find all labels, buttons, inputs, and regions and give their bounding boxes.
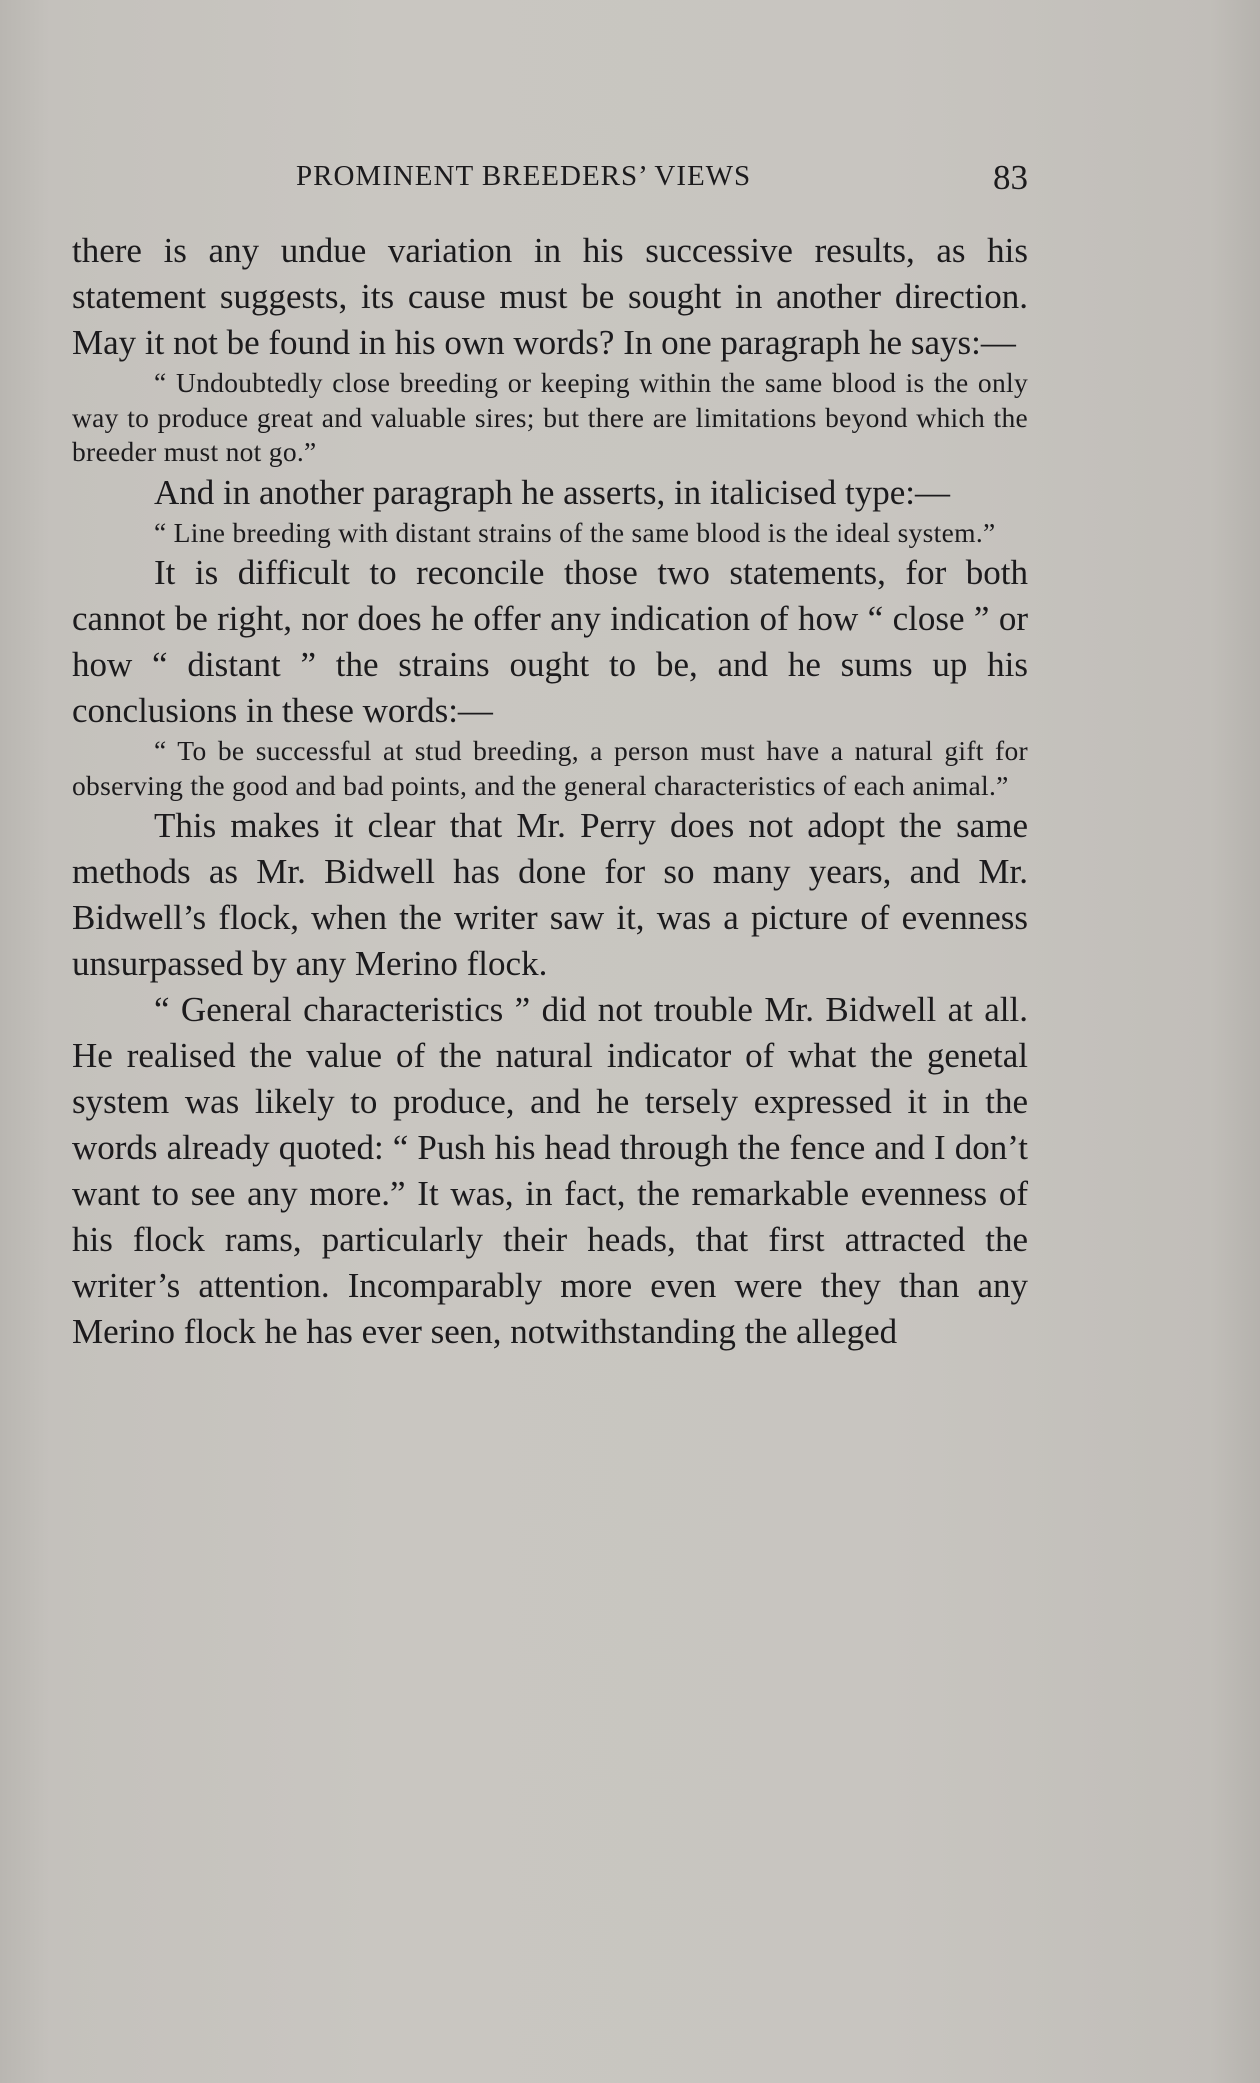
paragraph-general-characteristics: “ General characteristics ” did not trouble Mr. Bidwell at all. He realised the value of the natural indicator of what the genetal system was likely to produce, and he tersely expressed it in the words already quoted: “ Push his head through the fence and I don’t want to see any more.” It was, in fact, the remarkable evenness of his flock rams, particularly their heads, that first attracted the writer’s attention. Incomparably more even were they than any Merino flock he has ever seen, notwithstanding the alleged (72, 990, 1028, 1351)
block-quote-line-breeding: “ Line breeding with distant strains of the same blood is the ideal system.” (154, 516, 996, 548)
body-text (72, 228, 1028, 1355)
paragraph-perry-methods: This makes it clear that Mr. Perry does not adopt the same methods as Mr. Bidwell has done for so many years, and Mr. Bidwell’s flock, when the writer saw it, was a picture of evenness unsurpassed by any Merino flock. (72, 806, 1028, 983)
running-title: PROMINENT BREEDERS’ VIEWS (296, 160, 752, 192)
block-quote-stud-breeding: “ To be successful at stud breeding, a person must have a natural gift for observing the good and bad points, and the general characteristics of each animal.” (72, 735, 1028, 801)
running-head (72, 160, 1028, 200)
paragraph-italicised-type: And in another paragraph he asserts, in italicised type:— (154, 472, 951, 512)
paragraph-reconcile-statements: It is difficult to reconcile those two statements, for both cannot be right, nor does he offer any indication of how “ close ” or how “ distant ” the strains ought to be, and he sums up his conclusions in these words:— (72, 553, 1028, 730)
page-number: 83 (993, 158, 1028, 197)
block-quote-close-breeding: “ Undoubtedly close breeding or keeping within the same blood is the only way to produce great and valuable sires; but there are limitations beyond which the breeder must not go.” (72, 367, 1028, 467)
paragraph-continuation: there is any undue variation in his successive results, as his statement suggests, its cause must be sought in another direction. May it not be found in his own words? In one paragraph he says:— (72, 231, 1028, 362)
